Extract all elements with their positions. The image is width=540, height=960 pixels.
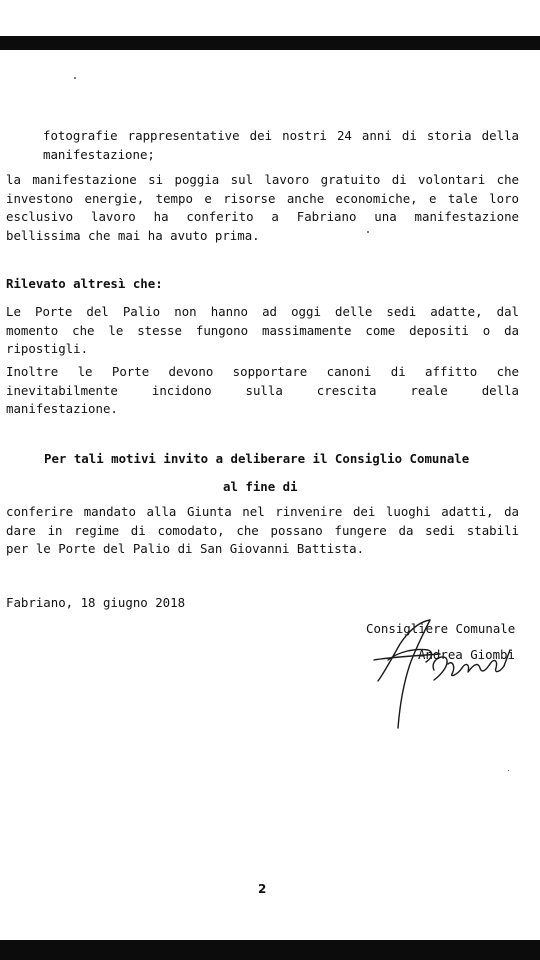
- text-line: bellissima che mai ha avuto prima.: [6, 227, 260, 243]
- scan-speck: [367, 231, 369, 233]
- paragraph-porte-sedi: [6, 303, 519, 359]
- text-line: esclusivo lavoro ha conferito a Fabriano una manifestazione: [6, 209, 519, 224]
- text-line: fotografie rappresentative dei nostri 24 anni di storia della: [43, 128, 519, 143]
- bottom-black-bar: [0, 940, 540, 960]
- text-line: Le Porte del Palio non hanno ad oggi delle sedi adatte, dal: [6, 304, 519, 319]
- handwritten-signature: [370, 618, 520, 733]
- signer-role: Consigliere Comunale: [366, 621, 516, 636]
- text-line: per le Porte del Palio di San Giovanni Battista.: [6, 541, 365, 556]
- text-line: investono energie, tempo e risorse anche economiche, e tale loro: [6, 190, 519, 206]
- text-line: la manifestazione si poggia sul lavoro gratuito di volontari che: [6, 172, 519, 187]
- text-line: Inoltre le Porte devono sopportare canoni di affitto che: [6, 364, 519, 379]
- scan-speck: [508, 770, 509, 771]
- text-line: inevitabilmente incidono sulla crescita reale della: [6, 382, 519, 398]
- scan-speck: [74, 77, 76, 79]
- al-fine-di-heading: al fine di: [223, 479, 298, 494]
- heading-rilevato: Rilevato altresì che:: [6, 276, 163, 291]
- signer-name: Andrea Giombi: [418, 647, 515, 662]
- text-line: ripostigli.: [6, 341, 89, 356]
- text-line: dare in regime di comodato, che possano fungere da sedi stabili: [6, 522, 519, 538]
- text-line: momento che le stesse fungono massimamente come depositi o da: [6, 322, 519, 338]
- motivi-heading: Per tali motivi invito a deliberare il Consiglio Comunale: [44, 451, 470, 466]
- text-line: manifestazione.: [6, 401, 118, 416]
- page-number: 2: [258, 882, 267, 896]
- date-place: Fabriano, 18 giugno 2018: [6, 595, 186, 610]
- text-line: conferire mandato alla Giunta nel rinvenire dei luoghi adatti, da: [6, 504, 519, 519]
- paragraph-conferire: [6, 503, 519, 559]
- paragraph-fotografie: [6, 127, 519, 164]
- text-line: manifestazione;: [43, 146, 155, 162]
- top-black-bar: [0, 36, 540, 50]
- paragraph-affitto: [6, 363, 519, 419]
- paragraph-manifestazione: [6, 171, 519, 245]
